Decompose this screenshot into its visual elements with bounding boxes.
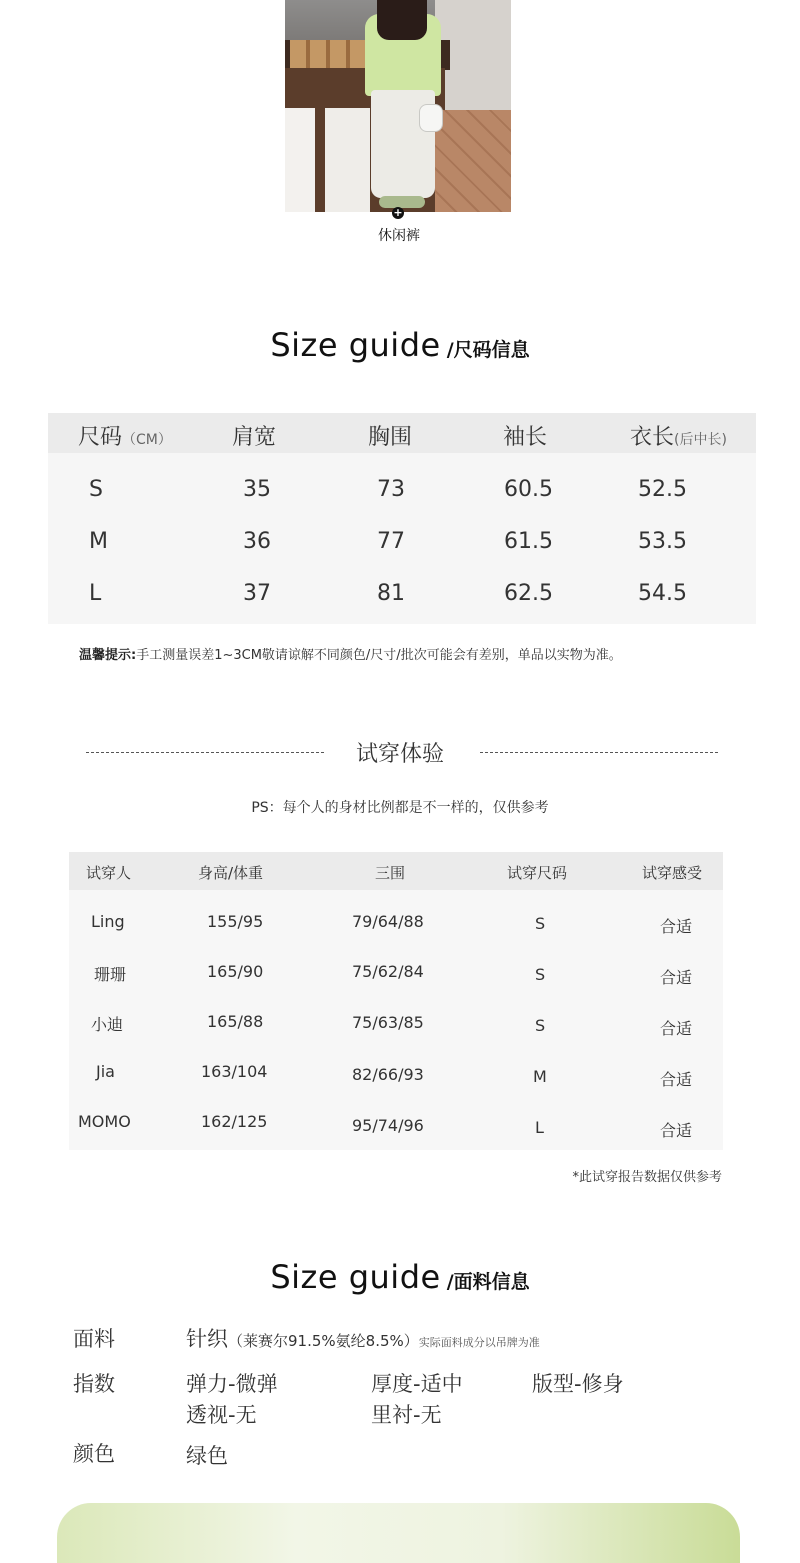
- try-col-person: 试穿人: [86, 864, 132, 882]
- try-row-size: S: [535, 914, 546, 933]
- try-row-measurements: 79/64/88: [352, 912, 424, 931]
- size-guide-title-big: Size guide: [270, 326, 441, 364]
- try-row-feeling: 合适: [660, 968, 693, 987]
- product-photo: [285, 0, 511, 212]
- try-col-size: 试穿尺码: [507, 864, 568, 882]
- size-row-l-size: L: [89, 581, 102, 606]
- try-on-table: [69, 852, 723, 1150]
- size-col-size: [78, 420, 172, 451]
- try-row-measurements: 82/66/93: [352, 1065, 424, 1084]
- tip-label: 温馨提示:: [79, 648, 137, 663]
- try-row-size: M: [533, 1067, 547, 1086]
- fabric-guide-title-big: Size guide: [270, 1258, 441, 1296]
- size-col-length-label: 衣长: [630, 425, 675, 450]
- size-row-l-sleeve: 62.5: [504, 581, 553, 606]
- try-on-ps: PS：每个人的身材比例都是不一样的，仅供参考: [251, 800, 549, 816]
- product-caption: 休闲裤: [378, 228, 420, 244]
- size-row-l-length: 54.5: [638, 581, 687, 606]
- size-col-shoulder: 肩宽: [232, 425, 277, 450]
- try-on-note: *此试穿报告数据仅供参考: [572, 1170, 722, 1185]
- divider-right: [480, 752, 718, 753]
- size-guide-title-small: /尺码信息: [446, 339, 530, 361]
- fabric-guide-title-small: /面料信息: [446, 1271, 530, 1293]
- thickness-value: 厚度-适中: [371, 1372, 463, 1396]
- size-row-s-size: S: [89, 477, 103, 502]
- try-row-height-weight: 155/95: [207, 912, 264, 931]
- size-row-m-size: M: [89, 529, 108, 554]
- try-row-measurements: 75/62/84: [352, 962, 424, 981]
- color-swatch-band: [57, 1503, 740, 1563]
- try-row-size: S: [535, 1016, 546, 1035]
- size-col-sleeve: 袖长: [503, 425, 548, 450]
- try-row-person: Ling: [91, 912, 125, 931]
- measurement-tip: [79, 644, 622, 663]
- photo-cloth: [285, 108, 315, 212]
- try-row-feeling: 合适: [660, 1121, 693, 1140]
- try-row-size: S: [535, 965, 546, 984]
- try-row-feeling: 合适: [660, 1070, 693, 1089]
- try-row-measurements: 75/63/85: [352, 1013, 424, 1032]
- size-col-size-label: 尺码: [78, 425, 123, 450]
- elasticity-value: 弹力-微弹: [186, 1372, 278, 1396]
- size-row-m-length: 53.5: [638, 529, 687, 554]
- unit-note: （CM）: [122, 432, 172, 448]
- size-row-s-length: 52.5: [638, 477, 687, 502]
- photo-bag: [419, 104, 443, 132]
- photo-floor: [435, 110, 511, 212]
- fabric-value-main: 针织: [186, 1327, 228, 1351]
- try-row-person: 小迪: [91, 1015, 124, 1034]
- try-row-height-weight: 165/88: [207, 1012, 264, 1031]
- fabric-label: 面料: [73, 1327, 115, 1351]
- length-note: (后中长): [674, 432, 727, 448]
- try-row-person: 珊珊: [94, 965, 127, 984]
- size-row-s-shoulder: 35: [243, 477, 271, 502]
- size-row-l-chest: 81: [377, 581, 405, 606]
- try-on-title: 试穿体验: [355, 742, 444, 767]
- size-col-length: [630, 420, 727, 451]
- tip-text: 手工测量误差1~3CM敬请谅解不同颜色/尺寸/批次可能会有差别，单品以实物为准。: [136, 648, 622, 663]
- try-row-person: MOMO: [78, 1112, 131, 1131]
- size-row-m-shoulder: 36: [243, 529, 271, 554]
- size-row-l-shoulder: 37: [243, 581, 271, 606]
- try-col-feeling: 试穿感受: [642, 864, 703, 882]
- try-col-measurements: 三围: [375, 864, 406, 882]
- color-value: 绿色: [186, 1444, 228, 1468]
- try-row-measurements: 95/74/96: [352, 1116, 424, 1135]
- transparency-value: 透视-无: [186, 1403, 257, 1427]
- lining-value: 里衬-无: [371, 1403, 442, 1427]
- size-col-chest: 胸围: [368, 425, 413, 450]
- size-guide-title: [0, 326, 800, 364]
- try-row-feeling: 合适: [660, 917, 693, 936]
- plus-icon[interactable]: +: [393, 206, 403, 219]
- fabric-small-note: 实际面料成分以吊牌为准: [418, 1336, 540, 1349]
- size-row-m-chest: 77: [377, 529, 405, 554]
- photo-model-hair: [377, 0, 427, 40]
- try-col-height-weight: 身高/体重: [198, 864, 264, 882]
- size-row-s-chest: 73: [377, 477, 405, 502]
- fabric-detail: （莱赛尔91.5%氨纶8.5%）: [228, 1332, 419, 1350]
- size-row-m-sleeve: 61.5: [504, 529, 553, 554]
- try-row-height-weight: 163/104: [201, 1062, 268, 1081]
- color-label: 颜色: [73, 1442, 115, 1466]
- try-row-person: Jia: [96, 1062, 115, 1081]
- size-row-s-sleeve: 60.5: [504, 477, 553, 502]
- try-row-size: L: [535, 1118, 544, 1137]
- try-row-feeling: 合适: [660, 1019, 693, 1038]
- try-row-height-weight: 165/90: [207, 962, 264, 981]
- fabric-value: [186, 1323, 540, 1353]
- fit-value: 版型-修身: [532, 1372, 624, 1396]
- divider-left: [86, 752, 324, 753]
- photo-cloth: [325, 108, 370, 212]
- fabric-guide-title: [0, 1258, 800, 1296]
- try-row-height-weight: 162/125: [201, 1112, 268, 1131]
- index-label: 指数: [73, 1372, 115, 1396]
